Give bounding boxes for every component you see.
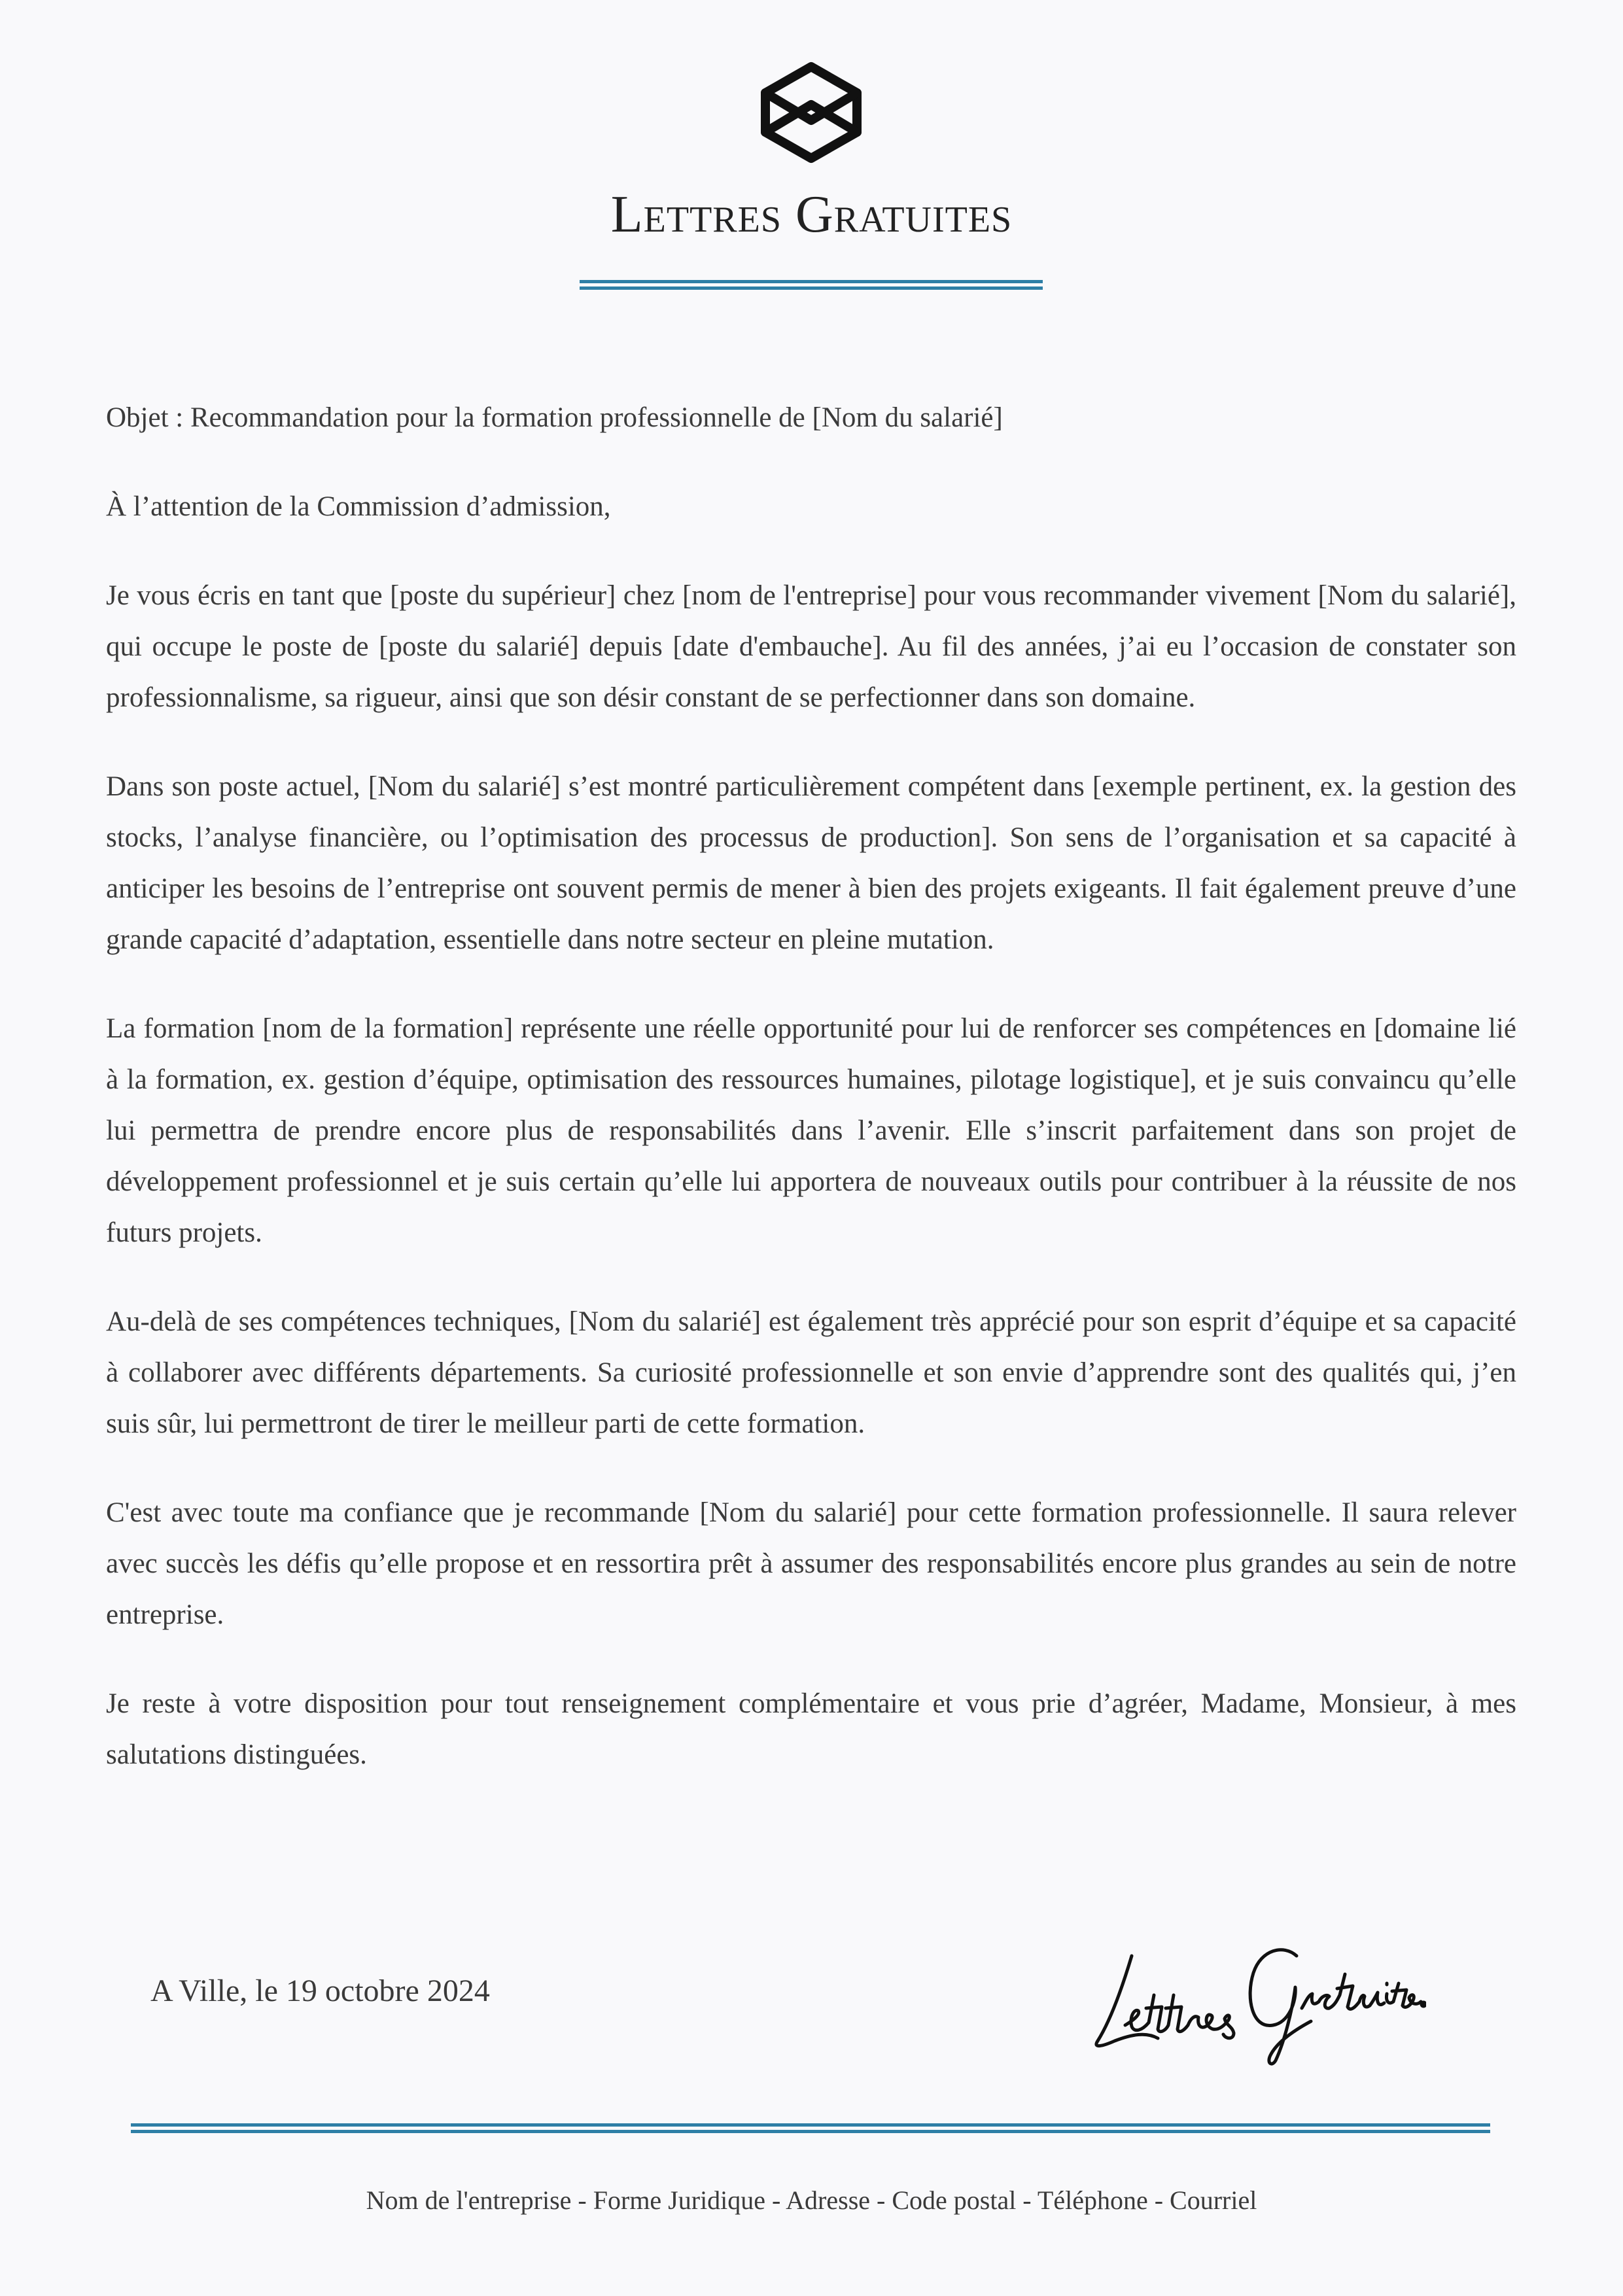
footer-rule-bottom xyxy=(131,2130,1490,2133)
footer-rule-top xyxy=(131,2123,1490,2127)
letter-paragraph: Je reste à votre disposition pour tout renseignement complémentaire et vous prie d’agréer, Madame, Monsieur, à mes salutations distinguées. xyxy=(106,1688,1516,1770)
brand-name: Lettres Gratuites xyxy=(610,186,1013,243)
letter-paragraph: Je vous écris en tant que [poste du supérieur] chez [nom de l'entreprise] pour vous recommander vivement [Nom du salarié], qui occupe le poste de [poste du salarié] depuis [date d'embauche]. Au fil des années, j’ai eu l’occasion de constater son professionnalisme, sa rigueur, ainsi que son désir constant de se perfectionner dans son domaine. xyxy=(106,580,1516,713)
letter-salutation: À l’attention de la Commission d’admission, xyxy=(106,491,611,522)
letter-subject: Objet : Recommandation pour la formation professionnelle de [Nom du salarié] xyxy=(106,402,1003,433)
letter-body xyxy=(106,392,1516,1818)
cube-outline-icon xyxy=(758,60,865,165)
letter-paragraph: C'est avec toute ma confiance que je recommande [Nom du salarié] pour cette formation professionnelle. Il saura relever avec succès les défis qu’elle propose et en ressortira prêt à assumer des responsabilités encore plus grandes au sein de notre entreprise. xyxy=(106,1497,1516,1630)
letter-paragraph: La formation [nom de la formation] représente une réelle opportunité pour lui de renforcer ses compétences en [domaine lié à la formation, ex. gestion d’équipe, optimisation des ressources humaines, pilotage logistique], et je suis convaincu qu’elle lui permettra de prendre encore plus de responsabilités dans l’avenir. Elle s’inscrit parfaitement dans son projet de développement professionnel et je suis certain qu’elle lui apportera de nouveaux outils pour contribuer à la réussite de nos futurs projets. xyxy=(106,1013,1516,1248)
logo xyxy=(758,60,865,165)
footer-company-info: Nom de l'entreprise - Forme Juridique - Adresse - Code postal - Téléphone - Courriel xyxy=(366,2185,1257,2215)
signature xyxy=(1086,1910,1426,2067)
header-rule-top xyxy=(580,280,1043,283)
letter-paragraph: Dans son poste actuel, [Nom du salarié] s’est montré particulièrement compétent dans [exemple pertinent, ex. la gestion des stocks, l’analyse financière, ou l’optimisation des processus de production]. Son sens de l’organisation et sa capacité à anticiper les besoins de l’entreprise ont souvent permis de mener à bien des projets exigeants. Il fait également preuve d’une grande capacité d’adaptation, essentielle dans notre secteur en pleine mutation. xyxy=(106,771,1516,955)
signature-icon xyxy=(1086,1910,1426,2067)
letter-paragraph: Au-delà de ses compétences techniques, [Nom du salarié] est également très apprécié pour son esprit d’équipe et sa capacité à collaborer avec différents départements. Sa curiosité professionnelle et son envie d’apprendre sont des qualités qui, j’en suis sûr, lui permettront de tirer le meilleur parti de cette formation. xyxy=(106,1306,1516,1439)
header-rule-bottom xyxy=(580,287,1043,290)
place-date: A Ville, le 19 octobre 2024 xyxy=(150,1974,490,2008)
